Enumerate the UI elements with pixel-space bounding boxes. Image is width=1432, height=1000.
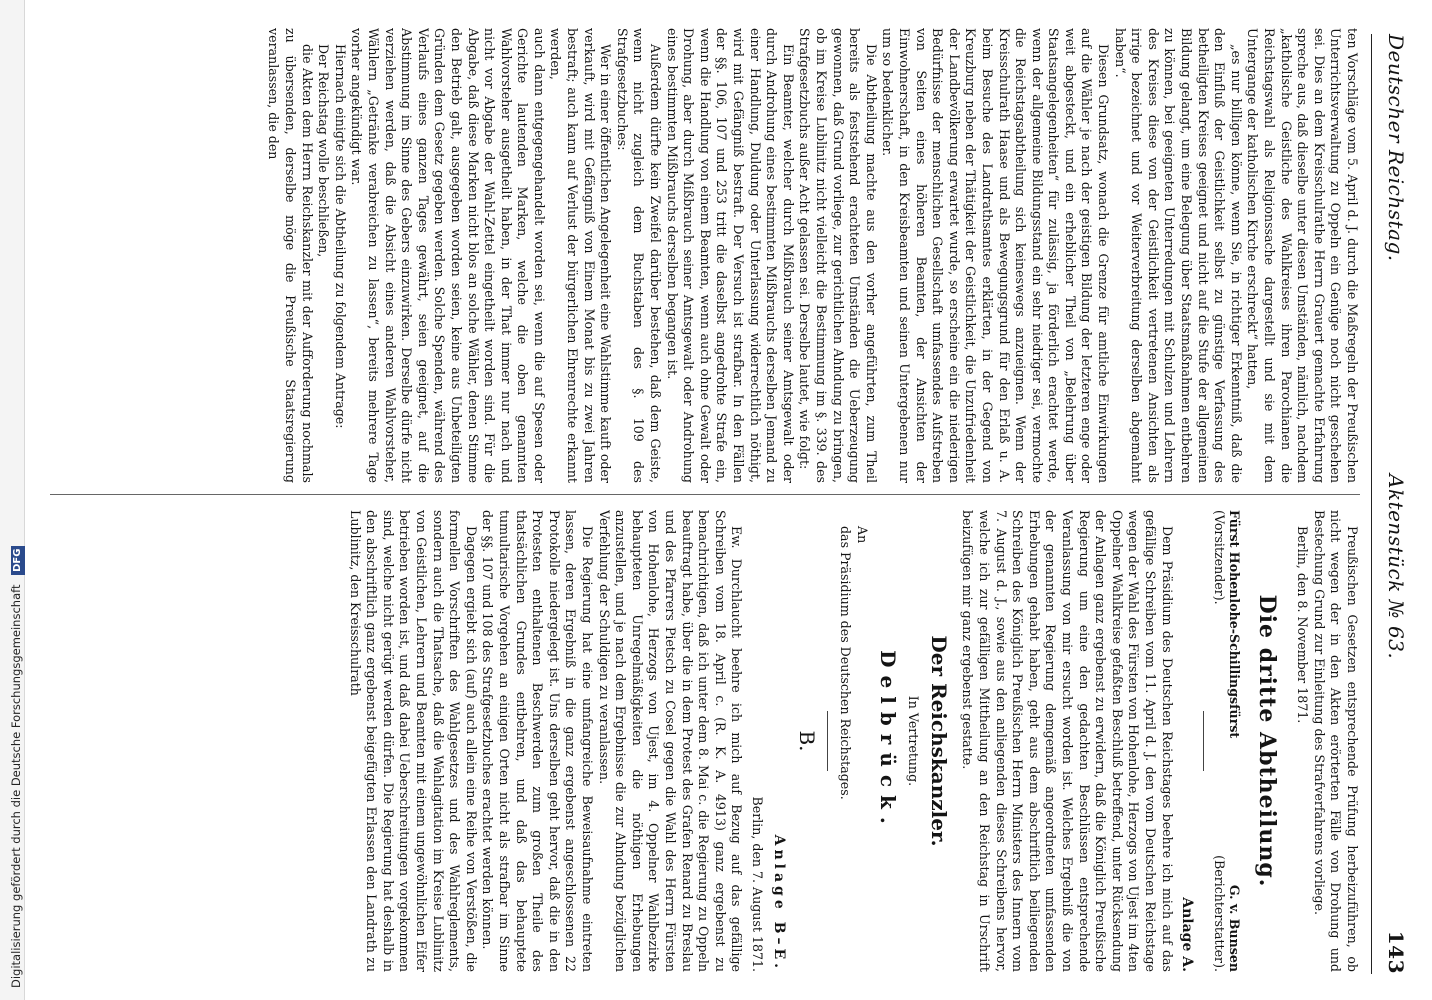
b-paragraph: Ew. Durchlaucht beehre ich mich auf Bezug auf das gefällige Schreiben vom 18. April c. (R. K. A. 4913) ganz ergebenst zu benachrichtigen, daß ich unter dem 8. Mai c. die Regierung zu Oppeln beauftragt habe, über die in dem Protest des Grafen Renard zu Breslau und des Pfarrers Pietsch zu Cosel gegen die Wahl des Herrn Fürsten von Hohenlohe, Herzogs von Ujest, im 4. Oppelner Wahlbezirke behaupteten Unregelmäßigkeiten die nöthigen Erhebungen anzustellen, und je nach dem Ergebnisse die zur Ahndung bezüglichen Verfehlung der Schuldigen zu veranlassen. [596,510,745,972]
header-document-number: Aktenstück № 63. [1384,474,1408,660]
left-paragraph: Ein Beamter, welcher durch Mißbrauch seiner Amtsgewalt oder durch Androhung eines bestimmten Mißbrauchs derselben Jemand zu einer Handlung, Duldung oder Unterlassung widerrechtlich nöthigt, wird mit Gefängniß bestraft. Der Versuch ist strafbar. In den Fällen der §§. 106, 107 und 253 tritt die daselbst angedrohte Strafe ein, wenn die Handlung von einem Beamten, wenn auch ohne Gewalt oder Drohung, aber durch Mißbrauch seiner Amtsgewalt oder Androhung eines bestimmten Mißbrauchs derselben begangen ist. [664,28,796,483]
signature-block [1212,510,1242,972]
b-paragraph: Dagegen ergiebt sich (auf) auch allein eine Reihe von Verstößen, die formellen Vorschriften des Wahlgesetzes und des Wahlreglements, sondern auch die Thatsache, daß die Wahlagitation im Kreise Lublinitz von Geistlichen, Lehrern und Beamten mit einem ungewöhnlichen Eifer betrieben worden ist, und daß dabei Ueberschreitungen vorgekommen sind, welche nicht gerügt werden dürfen. Die Regierung hat deshalb in den abschriftlich ganz ergebenst beigefügten Erlassen den Landrath zu Lublinitz, den Kreisschulrath [347,510,479,972]
signer-right-role: (Berichterstatter). [1211,855,1227,972]
signer-right-name: G. v. Bunsen [1226,884,1242,972]
digitization-credit-strip [0,0,25,1000]
left-paragraph: Wer in einer öffentlichen Angelegenheit eine Wahlstimme kauft oder verkauft, wird mit Gefängniß von Einem Monat bis zu zwei Jahren bestraft; auch kann auf Verlust der bürgerlichen Ehrenrechte erkannt werden, [548,28,614,483]
anlage-be-heading: Anlage B–E. [771,834,788,972]
left-paragraph: die Akten dem Herrn Reichskanzler mit der Aufforderung nochmals zu übersenden, derselbe möge die Preußische Staatsregierung veranlassen, die den [266,28,315,483]
left-paragraph: auch dann entgegengehandelt worden sei, wenn die auf Spesen oder Gerichte lautenden Marken, welche die oben genannten Wahlvorsteher ausgetheilt haben, in der That immer nur nach und nicht vor Abgabe der Wahl-Zettel eingetheilt worden sind. Für die Abgabe, daß diese Marken nicht blos an solche Wähler, denen Stimme den Betrieb galt, ausgegeben worden seien, keine aus Unbeteiligten Gründen dem Gesetz gegeben werden. Solche Spenden, während des Verlaufs eines ganzen Tages gewährt, seien geeignet, auf die Abstimmung im Sinne des Gebers einzuwirken. Derselbe dürfe nicht verziehen werden, daß die Absicht eines anderen Wahlvorsteher, Wählern „Getränke verabreichen zu lassen“, bereits mehrere Tage vorher angekündigt war. [349,28,547,483]
left-paragraph: Der Reichstag wolle beschließen, [316,44,332,258]
left-paragraph: Hiernach einigte sich die Abtheilung zu folgendem Antrage: [332,44,348,429]
left-paragraph: Außerdem dürfte kein Zweifel darüber bestehen, daß dem Geiste, wenn nicht zugleich dem Buchstaben des §. 109 des Strafgesetzbuches: [614,28,664,483]
scanned-page [26,0,1432,1000]
rotated-page-content [26,0,1432,1000]
left-column [50,28,1360,483]
left-paragraph: Diesen Grundsatz, wonach die Grenze für amtliche Einwirkungen auf die Wähler je nach der geistigen Bildung der letzteren enge oder weit abgesteckt, und ein erheblicher Theil von „Belehrung über Staatsangelegenheiten“ für zulässig, ja förderlich erachtet werde, wenn der allgemeine Bildungsstand ein sehr niedriger sei, vermochte die Reichstagsabtheilung sich keineswegs anzueignen. Wenn der Kreisschulrath Haase und als Bewegungsgrund für den Erlaß u. A. beim Besuche des Landrathsamtes erklärten, in der Gegend von Kreuzburg neben der Thätigkeit der Geistlichkeit, die Unzufriedenheit der Landbevölkerung erwartet wurde, so erscheine ein die niederigen Bedürfnisse der menschlichen Gesellschaft umfassendes Aufstreben von Seiten eines höheren Beamten, der Ansichten der Einwohnerschaft, in den Kreisbeamten und seinen Untergebenen nur um so bedenklicher. [880,28,1112,483]
vertretung-note: In Vertretung. [905,695,921,787]
right-intro: Preußischen Gesetzen entsprechende Prüfung herbeizuführen, ob nicht wegen der in den Akten erörterten Fälle von Drohung und Bestechung Grund zur Einleitung des Strafverfahrens vorliege. [1311,510,1360,972]
header-page-number: 143 [1384,930,1408,974]
section-rule [827,711,828,771]
section-rule [1203,711,1204,771]
column-divider [50,494,1360,495]
page-header [1371,34,1414,974]
signer-right [1212,855,1242,972]
right-column [50,510,1360,972]
delbrueck-signature: Delbrück. [875,650,900,832]
left-paragraph: Die Abtheilung machte aus den vorher angeführten, zum Theil bereits als feststehend erachteten Umständen die Ueberzeugung gewonnen, daß Grund vorliege, zur gerichtlichen Ahndung zu bringen, ob im Kreise Lublinitz nicht vielleicht die Bestimmung im §. 339. des Strafgesetzbuchs außer Acht gelassen sei. Derselbe lautet, wie folgt: [797,28,879,483]
signer-left-name: Fürst Hohenlohe-Schillingsfürst [1226,510,1242,739]
signer-left-role: (Vorsitzender). [1211,510,1227,605]
reichskanzler-title: Der Reichskanzler. [926,635,951,847]
left-paragraph: ten Vorschläge vom 5. April d. J. durch die Maßregeln der Preußischen Unterrichtsverwaltung zu Oppeln ein Genüge noch nicht geschehen sei. Dies an dem Kreisschulrathe Herrn Grauert gemachte Erfahrung spreche aus, daß dieselbe unter diesen Umständen, nämlich, nachdem „katholische Geistliche des Wahlkreises ihren Parochianen die Reichstagswahl als Religionssache dargestellt und sie mit dem Untergange der katholischen Kirche erschreckt“ hatten, [1245,28,1360,483]
credit-text: Digitalisierung gefördert durch die Deutsche Forschungsgemeinschaft [9,584,23,988]
section-title: Die dritte Abtheilung. [1253,594,1280,888]
anlage-a-text: Dem Präsidium des Deutschen Reichstages beehre ich mich auf das gefällige Schreiben vom 11. April d. J. den vom Deutschen Reichstage wegen der Wahl des Fürsten von Hohenlohe, Herzogs von Ujest im 4ten Oppelner Wahlkreise gefaßten Beschluß betreffend, unter Rücksendung der Anlagen ganz ergebenst zu erwidern, daß die Königlich Preußische Regierung um eine den gedachten Beschlüssen entsprechende Veranlassung von mir ersucht worden ist. Welches Ergebniß die von der genannten Regierung demgemäß angeordneten umfassenden Erhebungen gehabt haben, geht aus dem abschriftlich beiliegenden Schreiben des Königlich Preußischen Herrn Ministers des Innern vom 7. August d. J., sowie aus den anliegenden dieses Schreibens hervor, welche ich zur gefälligen Mittheilung an den Reichstag in Urschrift beizufügen mir ganz ergebenst gestatte. [960,510,1175,972]
header-publication: Deutscher Reichstag. [1384,34,1408,262]
addressee: das Präsidium des Deutschen Reichstages. [837,526,853,800]
anlage-a-heading: Anlage A. [1178,897,1195,972]
addressee-label: An [854,526,870,544]
b-paragraph: Die Regierung hat eine umfangreiche Beweisaufnahme eintreten lassen, deren Ergebniß in die ganz ergebenst angeschlossenen 22 Protokolle niedergelegt ist. Uns derselben geht hervor, daß die in den Protesten enthaltenen Beschwerden zum großen Theile des thatsächlichen Grundes entbehren, und daß das behauptete tumultarische Vorgehen an einigen Orten nicht als strafbar im Sinne der §§. 107 und 108 des Strafgesetzbuches erachtet werden können. [480,510,595,972]
signer-left [1212,510,1242,738]
left-paragraph: „es nur billigen könne, wenn Sie, in richtiger Erkenntniß, daß die den Einfluß der Geistlichkeit selbst zu günstige Verfassung des betheiligten Kreises geeignet und nicht auf die Stufe der allgemeinen Bildung gelangt, um eine Belegung über Staatsmaßnahmen entbehren zu können, bei geeigneten Unterredungen mit Schulzen und Lehrern des Kreises diese von der Geistlichkeit vertretenen Ansichten als irrige bezeichnet und vor Weiterverbreitung derselben abgemahnt haben“. [1112,28,1244,483]
place-date: Berlin, den 8. November 1871. [1295,526,1311,724]
date-b: Berlin, den 7. August 1871. [750,796,766,972]
b-mark: B. [795,730,820,752]
digitization-credit [4,0,28,1000]
dfg-logo: DFG [11,546,25,575]
